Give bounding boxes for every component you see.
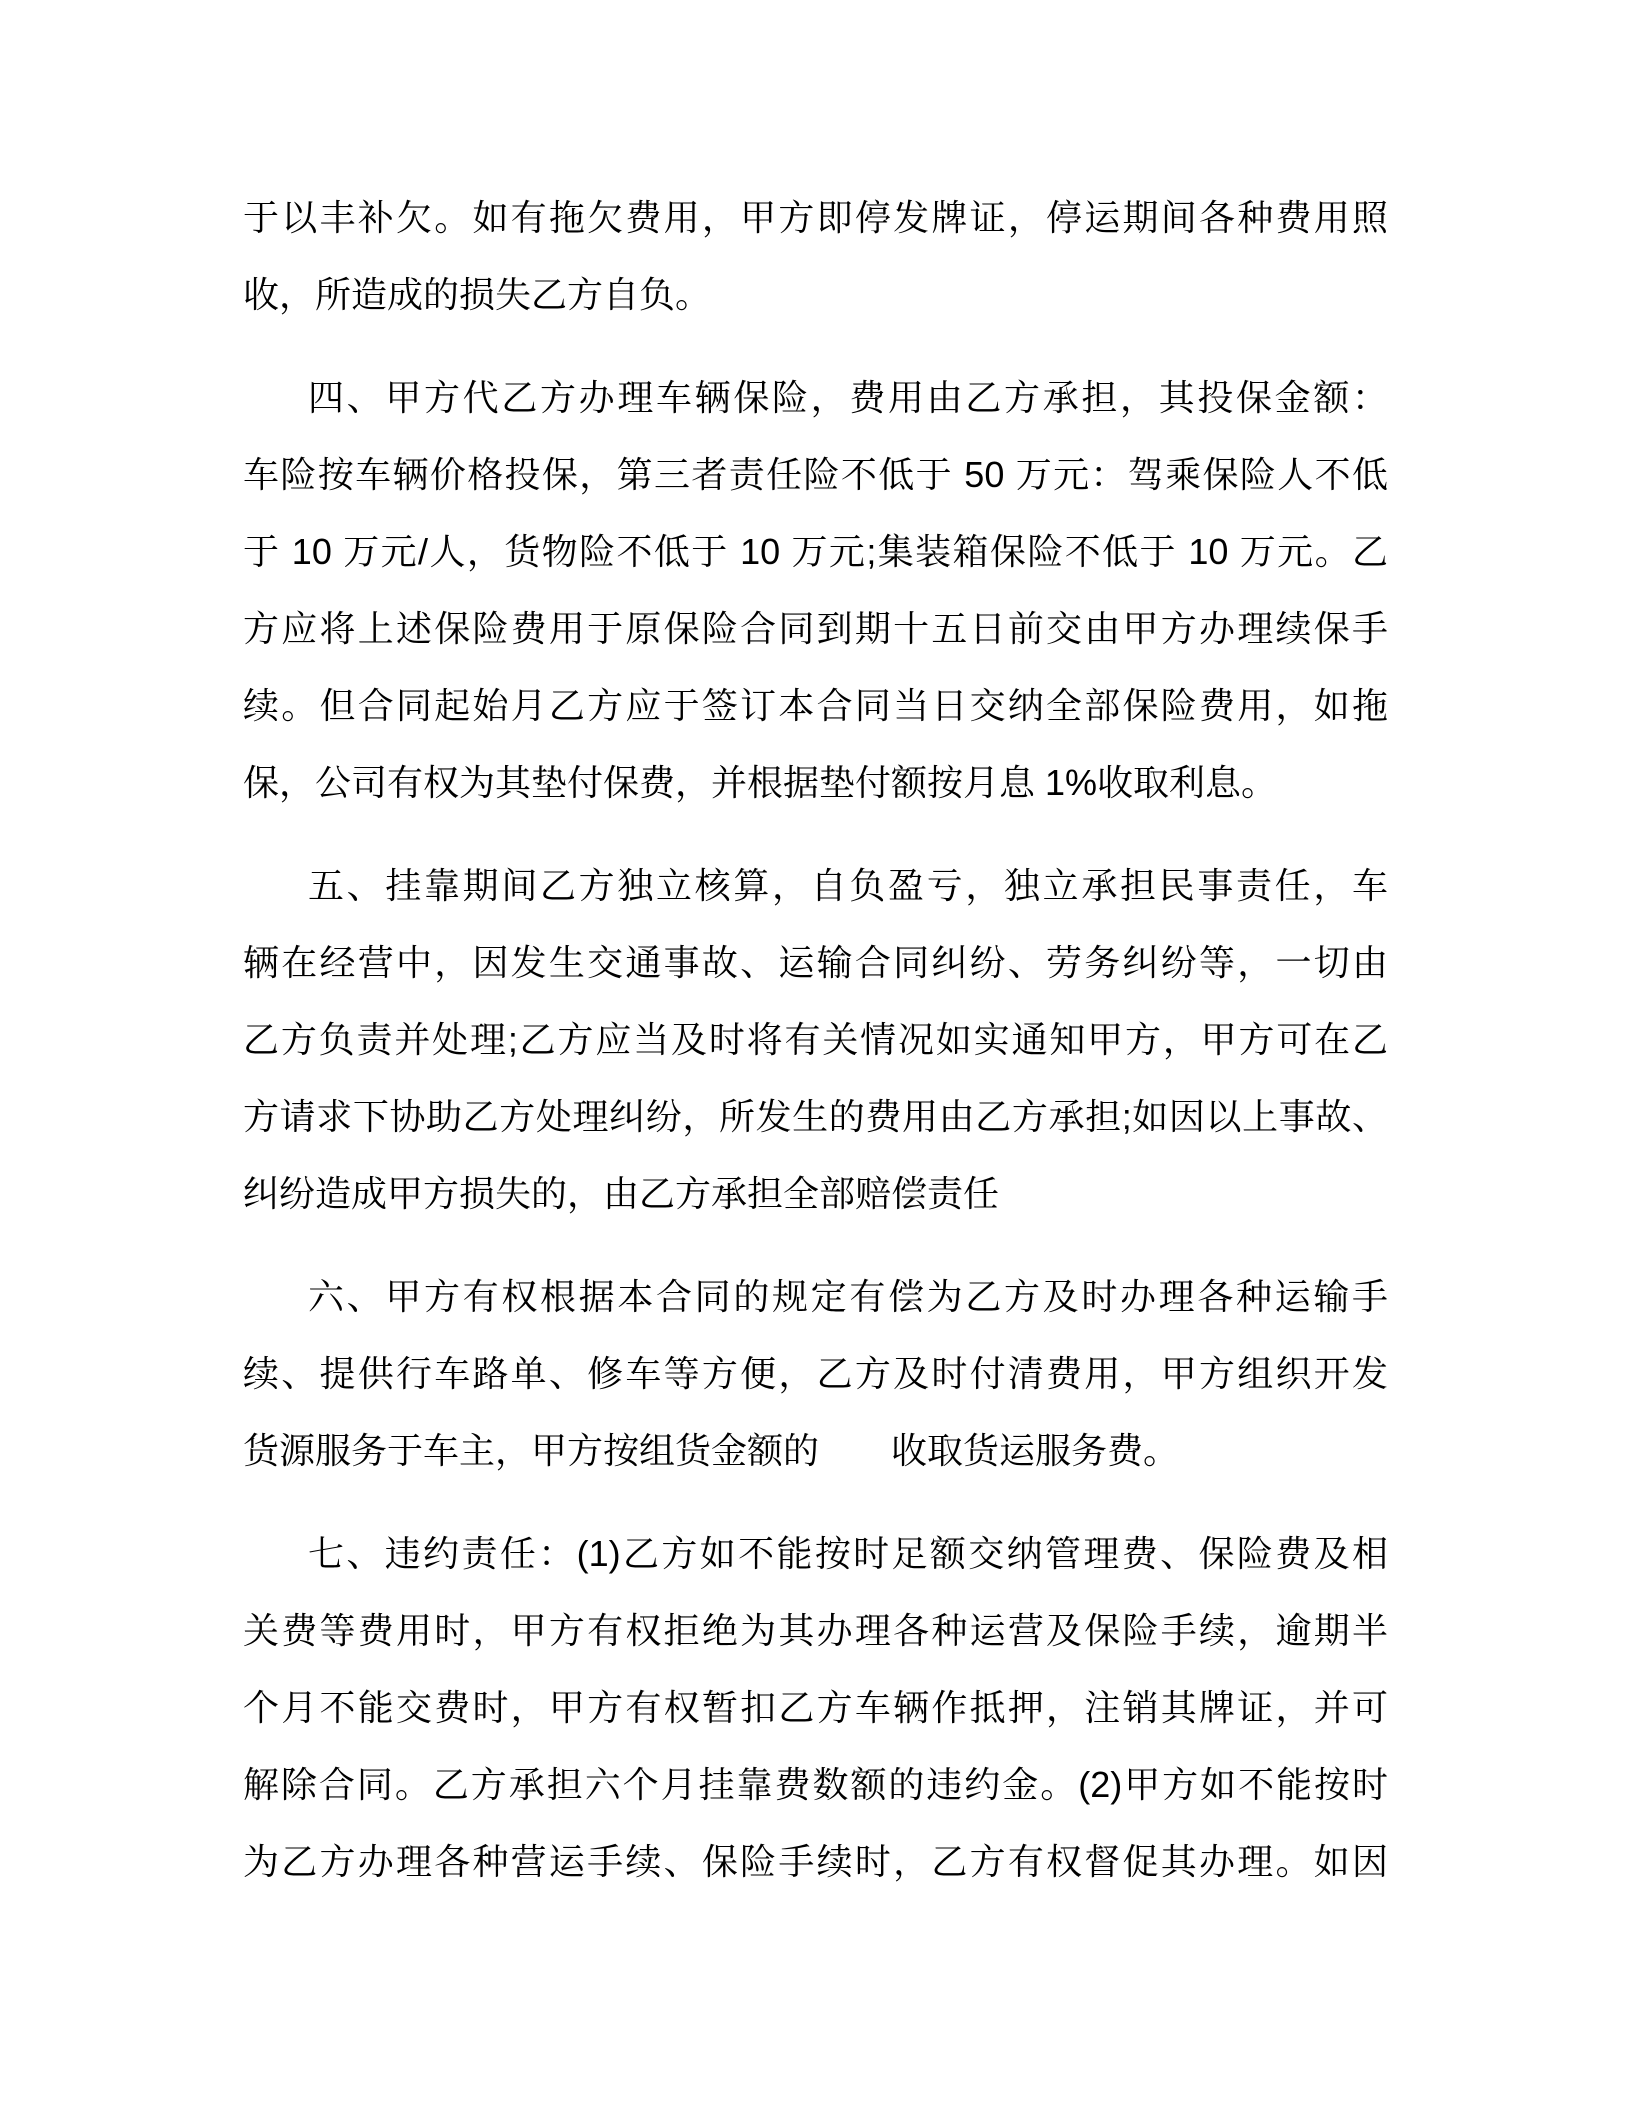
text-line: 纠纷造成甲方损失的，由乙方承担全部赔偿责任 [243,1173,1000,1214]
text-line: 个月不能交费时，甲方有权暂扣乙方车辆作抵押，注销其牌证，并可 [243,1687,1388,1728]
text-line: 五、挂靠期间乙方独立核算，自负盈亏，独立承担民事责任，车 [308,865,1388,906]
text-line: 七、违约责任：(1)乙方如不能按时足额交纳管理费、保险费及相 [308,1533,1388,1574]
text-line: 六、甲方有权根据本合同的规定有偿为乙方及时办理各种运输手 [308,1276,1388,1317]
text-line: 车险按车辆价格投保，第三者责任险不低于 50 万元：驾乘保险人不低 [243,454,1388,495]
text-line: 于 10 万元/人，货物险不低于 10 万元;集装箱保险不低于 10 万元。乙 [243,531,1388,572]
text-line: 关费等费用时，甲方有权拒绝为其办理各种运营及保险手续，逾期半 [243,1610,1388,1651]
text-line: 辆在经营中，因发生交通事故、运输合同纠纷、劳务纠纷等，一切由 [243,942,1388,983]
paragraph-clause-3-continuation [243,179,1388,333]
text-line: 方应将上述保险费用于原保险合同到期十五日前交由甲方办理续保手 [243,608,1388,649]
text-line: 方请求下协助乙方处理纠纷，所发生的费用由乙方承担;如因以上事故、 [243,1096,1388,1137]
text-line: 续。但合同起始月乙方应于签订本合同当日交纳全部保险费用，如拖 [243,685,1388,726]
contract-text-block [243,179,1388,1900]
text-line: 货源服务于车主，甲方按组货金额的 收取货运服务费。 [243,1430,1180,1471]
paragraph-clause-4 [243,359,1388,821]
paragraph-clause-6 [243,1258,1388,1489]
text-line: 为乙方办理各种营运手续、保险手续时，乙方有权督促其办理。如因 [243,1841,1388,1882]
text-line: 于以丰补欠。如有拖欠费用，甲方即停发牌证，停运期间各种费用照 [243,197,1388,238]
text-line: 解除合同。乙方承担六个月挂靠费数额的违约金。(2)甲方如不能按时 [243,1764,1388,1805]
paragraph-clause-7 [243,1515,1388,1900]
paragraph-clause-5 [243,847,1388,1232]
text-line: 乙方负责并处理;乙方应当及时将有关情况如实通知甲方，甲方可在乙 [243,1019,1388,1060]
text-line: 续、提供行车路单、修车等方便，乙方及时付清费用，甲方组织开发 [243,1353,1388,1394]
text-line: 四、甲方代乙方办理车辆保险，费用由乙方承担，其投保金额： [308,377,1388,418]
text-line: 收，所造成的损失乙方自负。 [243,274,712,315]
text-line: 保，公司有权为其垫付保费，并根据垫付额按月息 1%收取利息。 [243,762,1278,803]
